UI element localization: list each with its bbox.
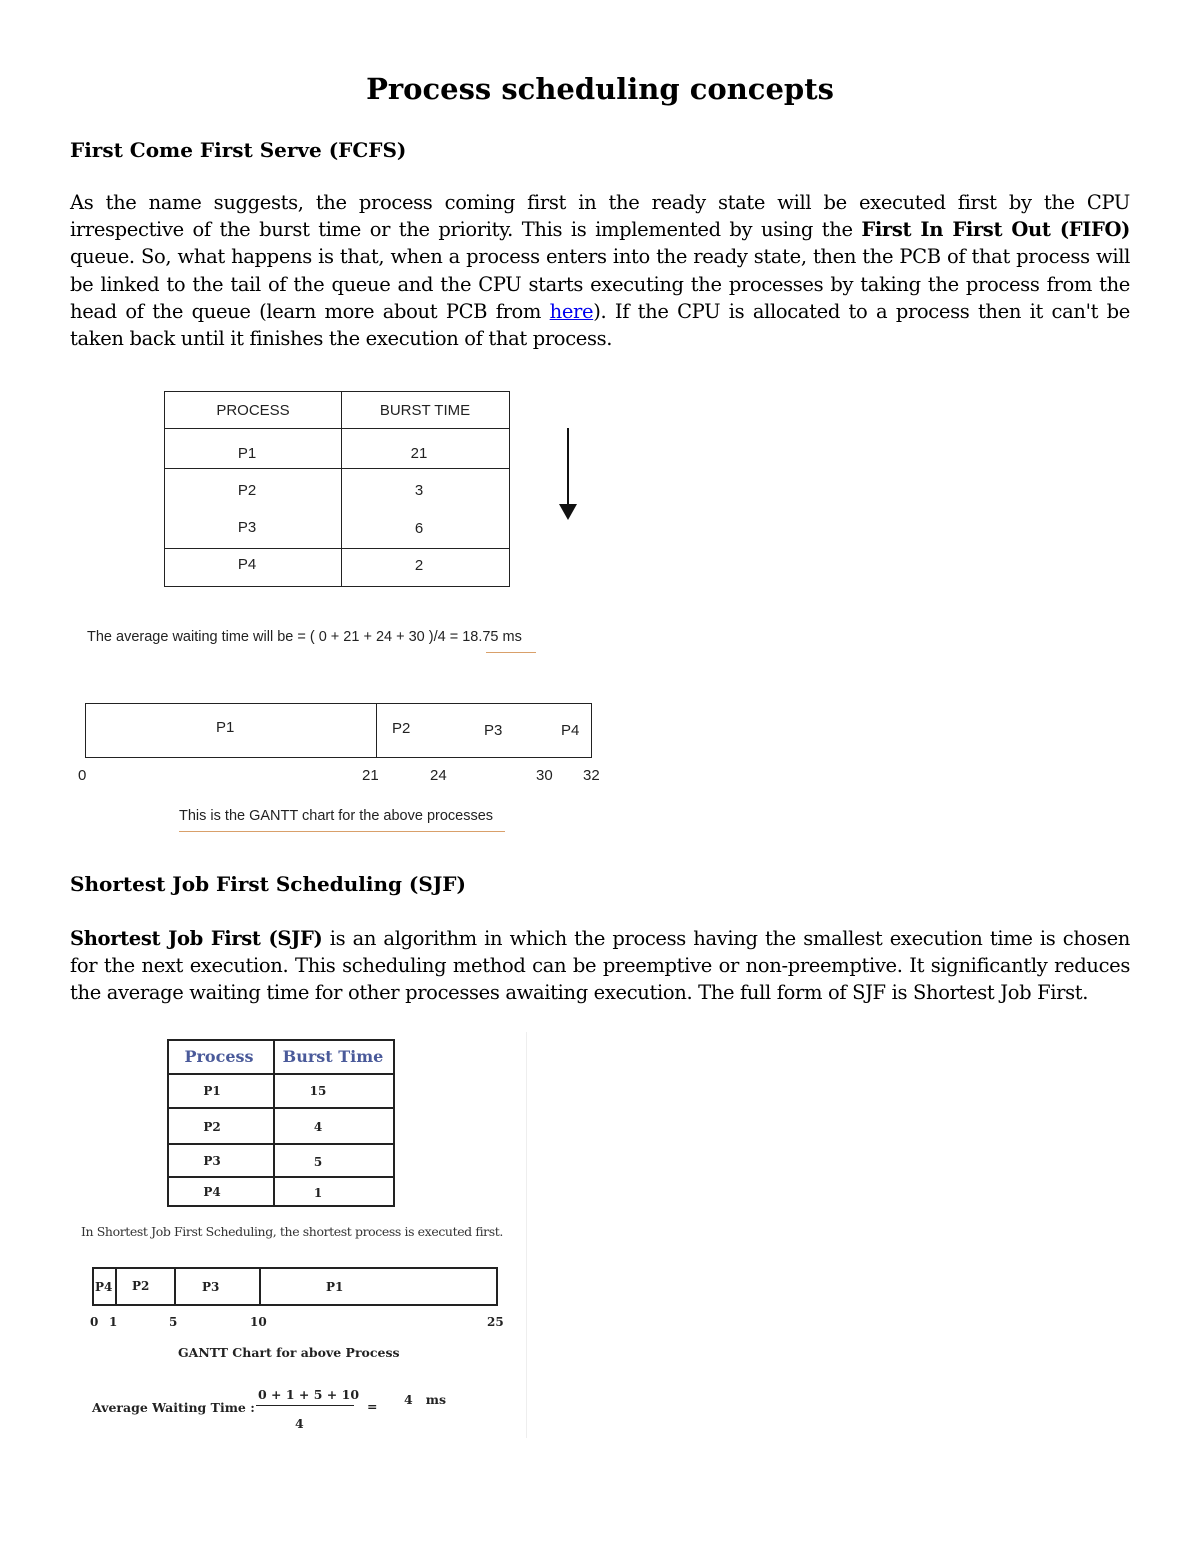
sjf-gantt-label: P3 bbox=[202, 1280, 220, 1294]
fcfs-gantt-label: P3 bbox=[484, 722, 503, 739]
fcfs-gantt-label: P1 bbox=[216, 719, 235, 736]
sjf-row-burst: 15 bbox=[309, 1084, 327, 1098]
sjf-avg-label: Average Waiting Time : bbox=[92, 1400, 255, 1415]
sjf-gantt-label: P1 bbox=[326, 1280, 344, 1294]
sjf-header-burst: Burst Time bbox=[282, 1047, 384, 1066]
fcfs-header-burst: BURST TIME bbox=[379, 402, 471, 419]
sjf-row-burst: 5 bbox=[313, 1155, 323, 1169]
sjf-row-burst: 4 bbox=[313, 1120, 323, 1134]
sjf-row-process: P4 bbox=[203, 1185, 221, 1199]
sjf-gantt-tick: 5 bbox=[169, 1315, 178, 1329]
sjf-gantt-tick: 1 bbox=[109, 1315, 118, 1329]
sjf-avg-result: 4 ms bbox=[404, 1392, 447, 1407]
sjf-row-process: P3 bbox=[203, 1154, 221, 1168]
sjf-avg-denominator: 4 bbox=[295, 1416, 304, 1431]
sjf-header-process: Process bbox=[184, 1047, 254, 1066]
fcfs-row-process: P4 bbox=[237, 556, 257, 573]
fcfs-para-text-1: As the name suggests, the process coming first in the ready state will be executed first by the CPU irrespective of the burst time or the priority. This is implemented by using the bbox=[70, 191, 1130, 242]
sjf-note: In Shortest Job First Scheduling, the shortest process is executed first. bbox=[81, 1224, 503, 1239]
sjf-gantt-tick: 25 bbox=[487, 1315, 504, 1329]
fcfs-gantt-tick: 32 bbox=[583, 767, 600, 784]
fcfs-row-burst: 6 bbox=[414, 520, 424, 537]
sjf-gantt-chart bbox=[92, 1267, 498, 1306]
sjf-process-table bbox=[167, 1039, 395, 1207]
fcfs-heading: First Come First Serve (FCFS) bbox=[70, 138, 407, 162]
fcfs-process-table bbox=[164, 391, 510, 587]
fcfs-gantt-caption: This is the GANTT chart for the above processes bbox=[179, 808, 494, 824]
fcfs-gantt-label: P2 bbox=[392, 720, 411, 737]
sjf-para-text: is an algorithm in which the process having the smallest execution time is chosen for the next execution. This scheduling method can be preemptive or non-preemptive. It significantly reduces the average waiting time for other processes awaiting execution. The full form of SJF is Shortest Job First. bbox=[70, 927, 1131, 1005]
fcfs-gantt-chart bbox=[85, 703, 592, 758]
fcfs-para-text-2: queue. So, what happens is that, when a process enters into the ready state, then the PCB of that process will be linked to the tail of the queue and the CPU starts executing the processes by taking the process from the head of the queue (learn more about PCB from bbox=[70, 245, 1130, 323]
fcfs-para-text-3: ). If the CPU is allocated to a process then it can't be taken back until it finishes the execution of that process. bbox=[70, 299, 1130, 351]
fcfs-header-process: PROCESS bbox=[216, 402, 290, 419]
fcfs-paragraph bbox=[70, 189, 1130, 352]
fcfs-gantt-tick: 0 bbox=[78, 767, 87, 784]
down-arrow-icon bbox=[556, 426, 582, 522]
fcfs-gantt-tick: 24 bbox=[430, 767, 447, 784]
sjf-row-process: P1 bbox=[203, 1084, 221, 1098]
sjf-gantt-caption: GANTT Chart for above Process bbox=[178, 1345, 400, 1360]
sjf-gantt-tick: 10 bbox=[250, 1315, 267, 1329]
sjf-para-bold: Shortest Job First (SJF) bbox=[70, 927, 323, 950]
fcfs-row-burst: 21 bbox=[410, 445, 428, 462]
fcfs-average-waiting-time: The average waiting time will be = ( 0 + 21 + 24 + 30 )/4 = 18.75 ms bbox=[87, 629, 522, 645]
fcfs-gantt-tick: 21 bbox=[362, 767, 379, 784]
image-edge bbox=[526, 1032, 527, 1438]
fraction-bar bbox=[256, 1405, 354, 1406]
sjf-row-burst: 1 bbox=[313, 1186, 323, 1200]
sjf-heading: Shortest Job First Scheduling (SJF) bbox=[70, 872, 466, 896]
fcfs-row-burst: 3 bbox=[414, 482, 424, 499]
pcb-here-link[interactable]: here bbox=[549, 299, 594, 323]
sjf-paragraph bbox=[70, 925, 1130, 1007]
fcfs-row-process: P3 bbox=[237, 519, 257, 536]
sjf-gantt-label: P2 bbox=[132, 1279, 150, 1293]
fcfs-row-burst: 2 bbox=[414, 557, 424, 574]
sjf-gantt-tick: 0 bbox=[90, 1315, 99, 1329]
fcfs-row-process: P2 bbox=[237, 482, 257, 499]
sjf-avg-equals: = bbox=[367, 1399, 378, 1414]
gantt-caption-underline bbox=[179, 831, 505, 832]
fcfs-para-bold: First In First Out (FIFO) bbox=[861, 218, 1130, 242]
avg-result-underline bbox=[486, 652, 536, 653]
sjf-avg-numerator: 0 + 1 + 5 + 10 bbox=[258, 1387, 360, 1402]
fcfs-gantt-label: P4 bbox=[561, 722, 580, 739]
page-title: Process scheduling concepts bbox=[366, 72, 834, 106]
sjf-gantt-label: P4 bbox=[95, 1280, 113, 1294]
fcfs-row-process: P1 bbox=[237, 445, 257, 462]
sjf-row-process: P2 bbox=[203, 1120, 221, 1134]
fcfs-gantt-tick: 30 bbox=[536, 767, 553, 784]
